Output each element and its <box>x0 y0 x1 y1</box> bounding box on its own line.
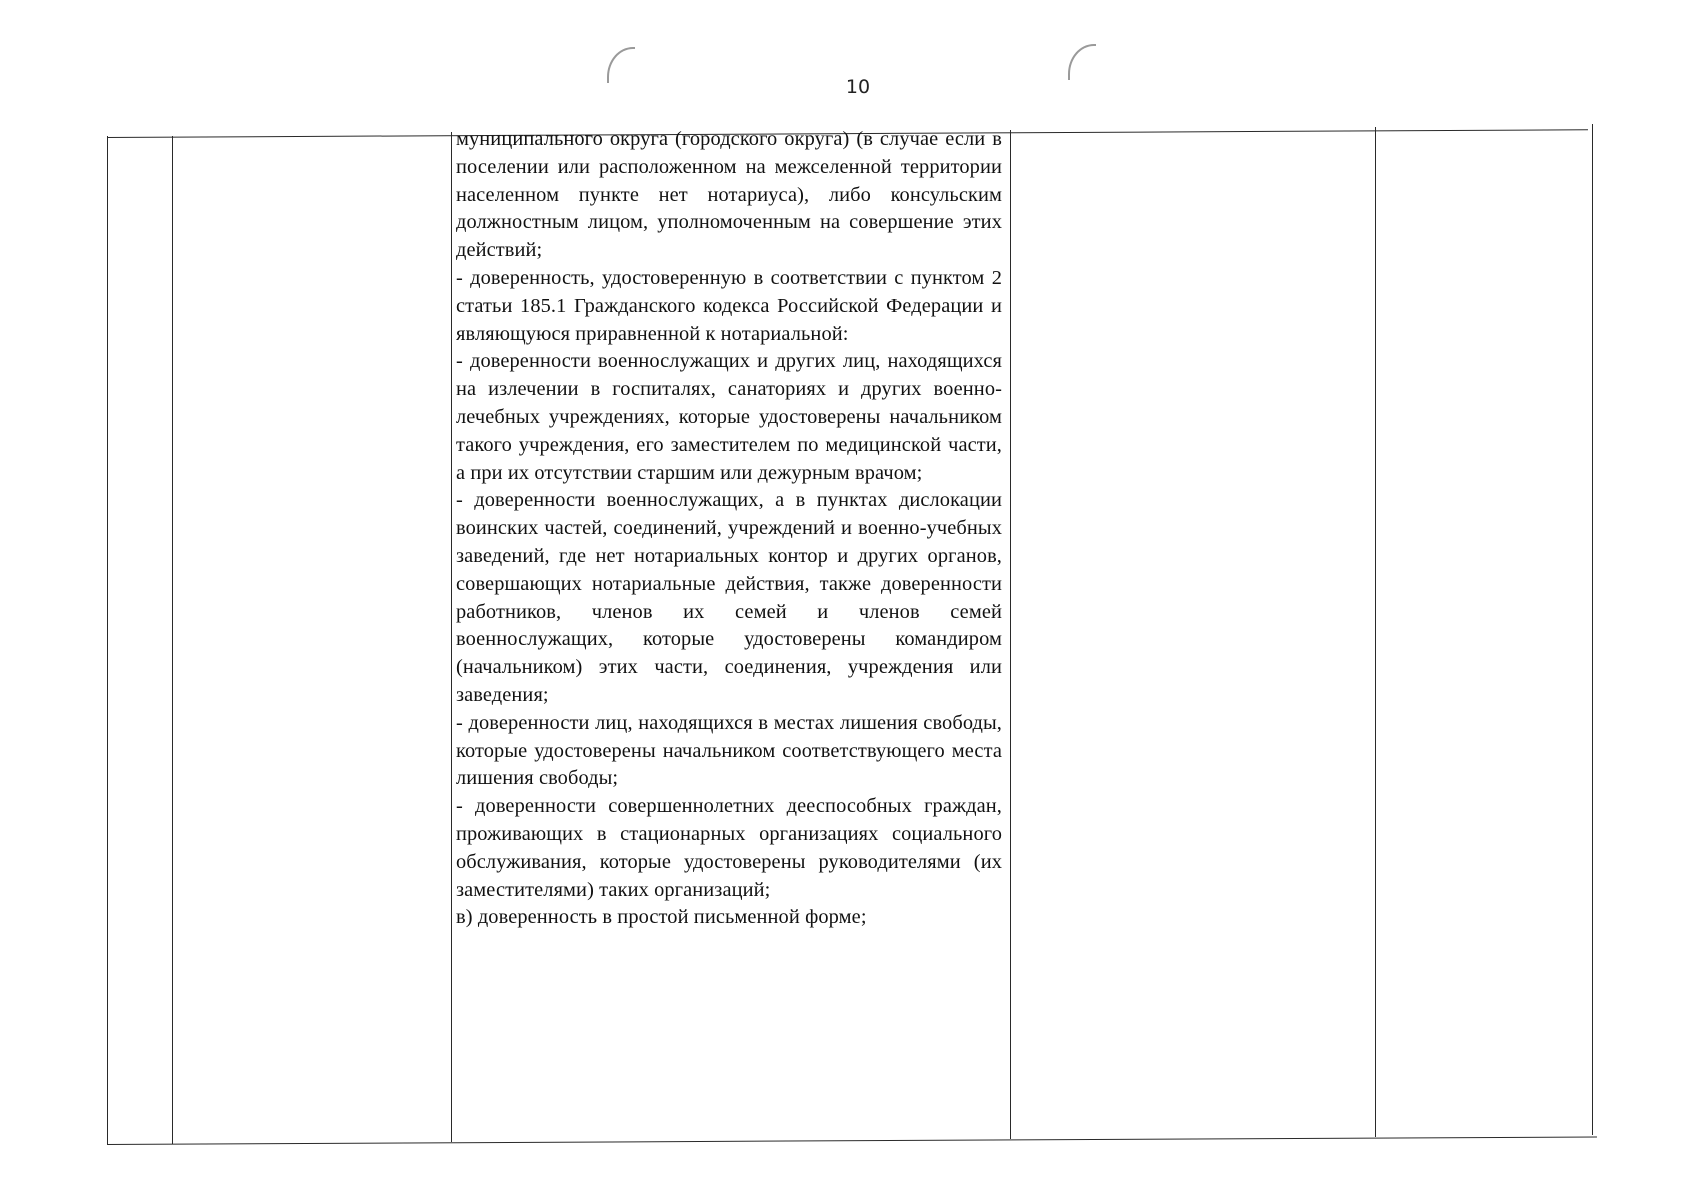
table-left-border <box>107 136 108 1144</box>
paragraph: - доверенности военнослужащих, а в пунктах дислокации воинских частей, соединений, учреждений и военно-учебных заведений, где нет нотариальных контор и других органов, совершающих нотариальные действия, также доверенности работников, членов их семей и членов семей военнослужащих, которые удостоверены командиром (начальником) этих части, соединения, учреждения или заведения; <box>456 489 1002 706</box>
column-divider <box>1375 127 1376 1137</box>
paragraph: - доверенности военнослужащих и других лиц, находящихся на излечении в госпиталях, санаториях и других военно-лечебных учреждениях, которые удостоверены начальником такого учреждения, его заместителем по медицинской части, а при их отсутствии старшим или дежурным врачом; <box>456 350 1002 484</box>
column-divider <box>451 132 452 1142</box>
scan-mark <box>1068 44 1096 80</box>
paragraph: в) доверенность в простой письменной форме; <box>456 906 867 929</box>
cell-column-1 <box>110 140 170 160</box>
paragraph: - доверенности лиц, находящихся в местах лишения свободы, которые удостоверены начальником соответствующего места лишения свободы; <box>456 711 1002 790</box>
column-divider <box>172 136 173 1144</box>
paragraph: муниципального округа (городского округа) (в случае если в поселении или расположенном на межселенной территории населенном пункте нет нотариуса), либо консульским должностным лицом, уполномоченным на совершение этих действий; <box>456 128 1002 262</box>
cell-column-4 <box>1014 140 1369 160</box>
paragraph: - доверенности совершеннолетних дееспособных граждан, проживающих в стационарных организациях социального обслуживания, которые удостоверены руководителями (их заместителями) таких организаций; <box>456 795 1002 901</box>
paragraph: - доверенность, удостоверенную в соответствии с пунктом 2 статьи 185.1 Гражданского кодекса Российской Федерации и являющуюся приравненной к нотариальной: <box>456 266 1002 345</box>
table-right-border <box>1592 124 1593 1135</box>
cell-column-2 <box>176 140 446 160</box>
scan-mark <box>607 47 635 83</box>
cell-column-3-text <box>456 126 1002 932</box>
column-divider <box>1010 130 1011 1139</box>
table-bottom-border <box>107 1136 1597 1145</box>
page-number: 10 <box>845 76 871 98</box>
cell-column-5 <box>1379 140 1584 160</box>
